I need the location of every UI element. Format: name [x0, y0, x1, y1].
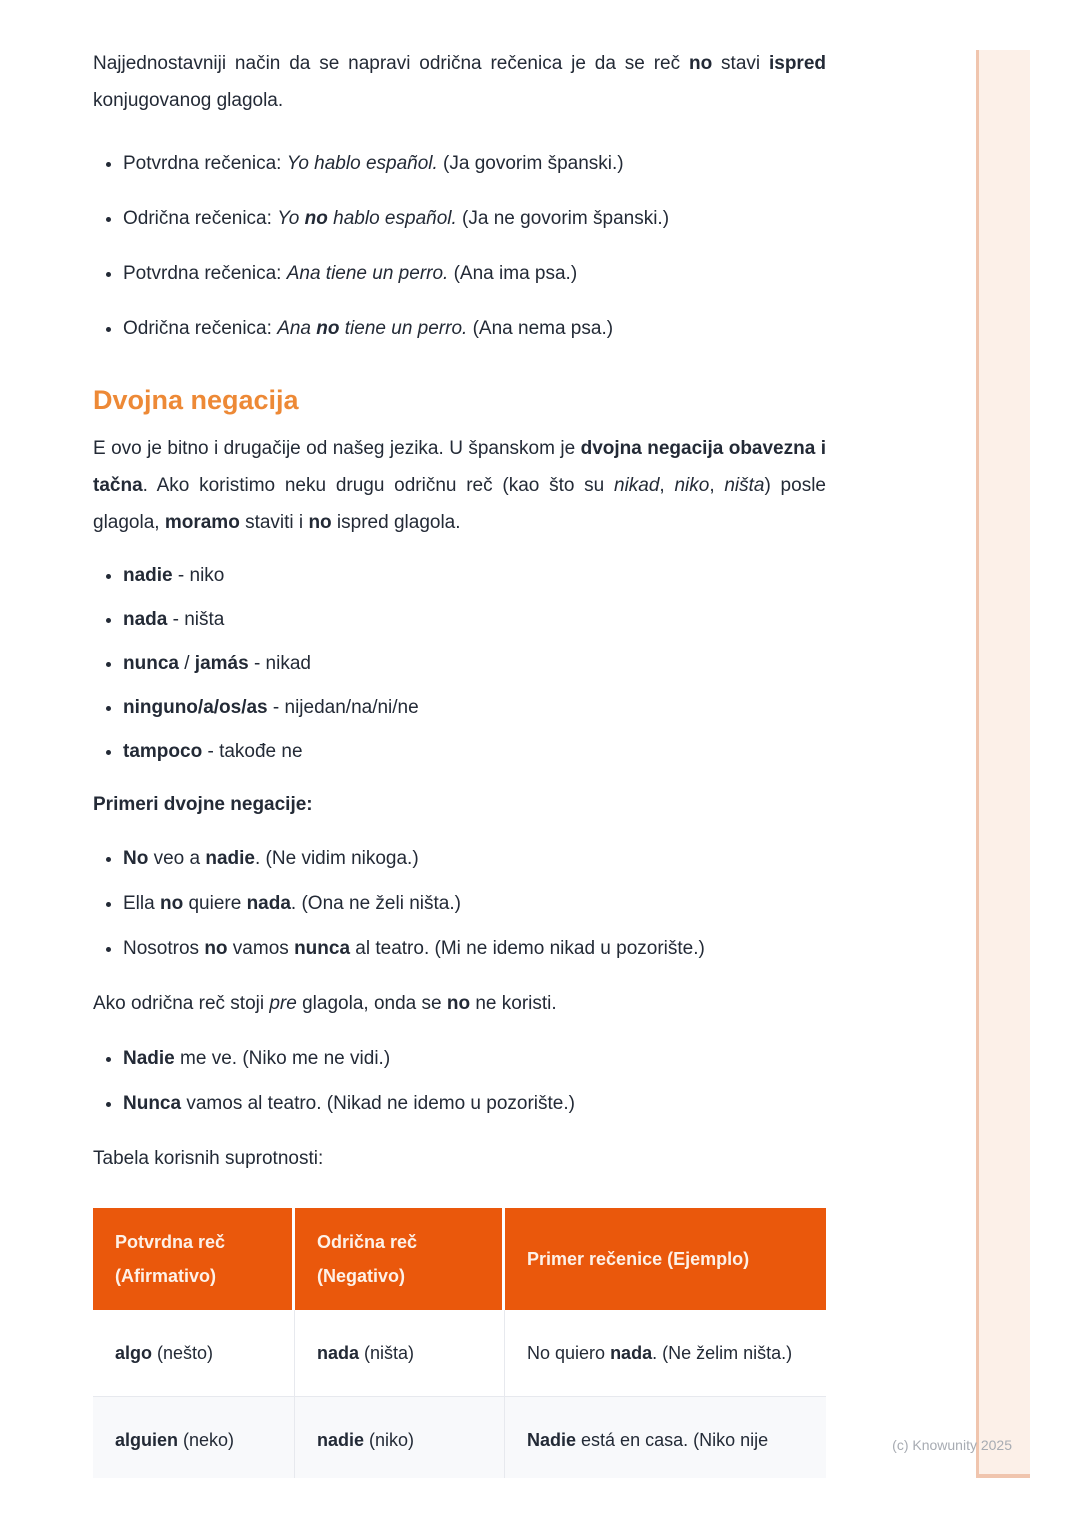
text-segment: ,	[709, 475, 725, 496]
text-segment: ) posle glagola,	[93, 475, 826, 533]
text-segment: no	[159, 893, 184, 914]
negation-basic-examples-list	[93, 145, 826, 347]
text-segment: no	[688, 53, 713, 74]
text-segment: nikad	[614, 475, 660, 496]
text-segment: ninguno/a/os/as	[123, 697, 268, 718]
text-segment: Najjednostavniji način da se napravi odrična rečenica je da se reč	[93, 53, 689, 74]
table-header-row	[93, 1208, 826, 1310]
text-segment: no	[316, 318, 340, 339]
negative-words-list	[93, 557, 826, 770]
table-row	[93, 1396, 826, 1478]
text-segment: Odrična rečenica:	[123, 208, 278, 229]
text-segment: . Ako koristimo neku drugu odričnu reč (kao što su	[142, 475, 614, 496]
text-segment: no	[204, 938, 228, 959]
text-segment: veo a	[148, 848, 206, 869]
text-segment: alguien	[115, 1430, 179, 1450]
text-segment: Odrična rečenica:	[123, 318, 278, 339]
text-segment: Ella	[123, 893, 160, 914]
text-segment: Nosotros	[123, 938, 205, 959]
text-segment: Ana	[277, 318, 317, 339]
text-segment: Potvrdna rečenica:	[123, 263, 287, 284]
table-cell	[505, 1310, 826, 1396]
list-item	[123, 601, 826, 638]
double-negation-examples-heading: Primeri dvojne negacije:	[93, 794, 313, 815]
text-segment: algo	[115, 1343, 153, 1363]
text-segment: - ništa	[167, 609, 225, 630]
text-segment: Ako odrična reč stoji	[93, 993, 270, 1014]
text-segment: /	[178, 653, 195, 674]
page-edge-strip	[976, 50, 1030, 1478]
table-cell	[93, 1396, 295, 1478]
opposites-table	[93, 1208, 826, 1478]
text-segment: (niko)	[364, 1430, 415, 1450]
text-segment: nadie	[123, 565, 173, 586]
text-segment: ,	[659, 475, 675, 496]
text-segment: staviti i	[239, 512, 309, 533]
text-segment: stavi	[712, 53, 769, 74]
text-segment: dvojna negacija obavezna i tačna	[93, 438, 827, 496]
text-segment: (Ja govorim španski.)	[437, 153, 624, 174]
table-row	[93, 1310, 826, 1396]
text-segment: Nadie	[527, 1430, 577, 1450]
text-segment: Yo hablo español.	[286, 153, 438, 174]
text-segment: No quiero	[527, 1343, 611, 1363]
text-segment: al teatro. (Mi ne idemo nikad u pozorište.)	[350, 938, 705, 959]
text-segment: ne koristi.	[470, 993, 557, 1014]
text-segment: me ve. (Niko me ne vidi.)	[174, 1048, 391, 1069]
text-segment: pre	[269, 993, 297, 1014]
pre-verb-examples-list	[93, 1040, 826, 1122]
text-segment: (Ja ne govorim španski.)	[456, 208, 670, 229]
table-header-cell-affirmative: Potvrdna reč (Afirmativo)	[93, 1208, 295, 1310]
table-intro-text: Tabela korisnih suprotnosti:	[93, 1148, 324, 1169]
text-segment: está en casa. (Niko nije	[576, 1430, 769, 1450]
text-segment: nunca	[123, 653, 179, 674]
text-segment: - nijedan/na/ni/ne	[267, 697, 419, 718]
list-item	[123, 885, 826, 922]
text-segment: Nadie	[123, 1048, 175, 1069]
list-item	[123, 557, 826, 594]
text-segment: (Ana ima psa.)	[448, 263, 578, 284]
table-header-cell-example: Primer rečenice (Ejemplo)	[505, 1208, 826, 1310]
text-segment: nadie	[317, 1430, 365, 1450]
list-item	[123, 689, 826, 726]
text-segment: - takođe ne	[202, 741, 303, 762]
text-segment: - niko	[172, 565, 225, 586]
text-segment: (Ana nema psa.)	[467, 318, 614, 339]
text-segment: (neko)	[178, 1430, 235, 1450]
text-segment: glagola, onda se	[296, 993, 447, 1014]
text-segment: E ovo je bitno i drugačije od našeg jezika. U španskom je	[93, 438, 581, 459]
text-segment: (ništa)	[359, 1343, 415, 1363]
list-item	[123, 310, 826, 347]
text-segment: nadie	[205, 848, 255, 869]
text-segment: - nikad	[248, 653, 311, 674]
text-segment: Yo	[277, 208, 305, 229]
text-segment: Nunca	[123, 1093, 182, 1114]
list-item	[123, 645, 826, 682]
list-item	[123, 930, 826, 967]
text-segment: no	[304, 208, 328, 229]
text-segment: ispred	[768, 53, 826, 74]
text-segment: nunca	[294, 938, 351, 959]
list-item	[123, 200, 826, 237]
table-header-cell-negative: Odrična reč (Negativo)	[295, 1208, 505, 1310]
list-item	[123, 840, 826, 877]
text-segment: . (Ne vidim nikoga.)	[255, 848, 419, 869]
double-negation-paragraph	[93, 430, 826, 541]
text-segment: quiere	[183, 893, 247, 914]
list-item	[123, 733, 826, 770]
text-segment: ništa	[724, 475, 765, 496]
double-negation-heading: Dvojna negacija	[93, 385, 299, 415]
text-segment: niko	[674, 475, 710, 496]
text-segment: konjugovanog glagola.	[93, 90, 284, 111]
pre-verb-rule-paragraph	[93, 985, 826, 1022]
text-segment: nada	[123, 609, 168, 630]
intro-paragraph	[93, 45, 826, 119]
document-body	[93, 0, 826, 1478]
text-segment: moramo	[164, 512, 240, 533]
table-cell	[295, 1310, 505, 1396]
copyright-note: (c) Knowunity 2025	[892, 1437, 1012, 1453]
text-segment: No	[123, 848, 149, 869]
text-segment: Ana tiene un perro.	[286, 263, 449, 284]
text-segment: nada	[610, 1343, 653, 1363]
text-segment: tiene un perro.	[339, 318, 468, 339]
text-segment: vamos al teatro. (Nikad ne idemo u pozorište.)	[181, 1093, 575, 1114]
text-segment: . (Ona ne želi ništa.)	[290, 893, 461, 914]
text-segment: . (Ne želim ništa.)	[652, 1343, 793, 1363]
text-segment: no	[446, 993, 471, 1014]
list-item	[123, 1040, 826, 1077]
table-cell	[295, 1396, 505, 1478]
list-item	[123, 255, 826, 292]
text-segment: tampoco	[123, 741, 203, 762]
text-segment: (nešto)	[152, 1343, 214, 1363]
list-item	[123, 1085, 826, 1122]
list-item	[123, 145, 826, 182]
text-segment: Potvrdna rečenica:	[123, 153, 287, 174]
text-segment: no	[308, 512, 332, 533]
table-cell	[505, 1396, 826, 1478]
text-segment: nada	[317, 1343, 360, 1363]
table-cell	[93, 1310, 295, 1396]
text-segment: vamos	[227, 938, 295, 959]
double-negation-examples-list	[93, 840, 826, 967]
text-segment: hablo español.	[327, 208, 457, 229]
text-segment: ispred glagola.	[331, 512, 461, 533]
text-segment: jamás	[194, 653, 249, 674]
text-segment: nada	[246, 893, 291, 914]
